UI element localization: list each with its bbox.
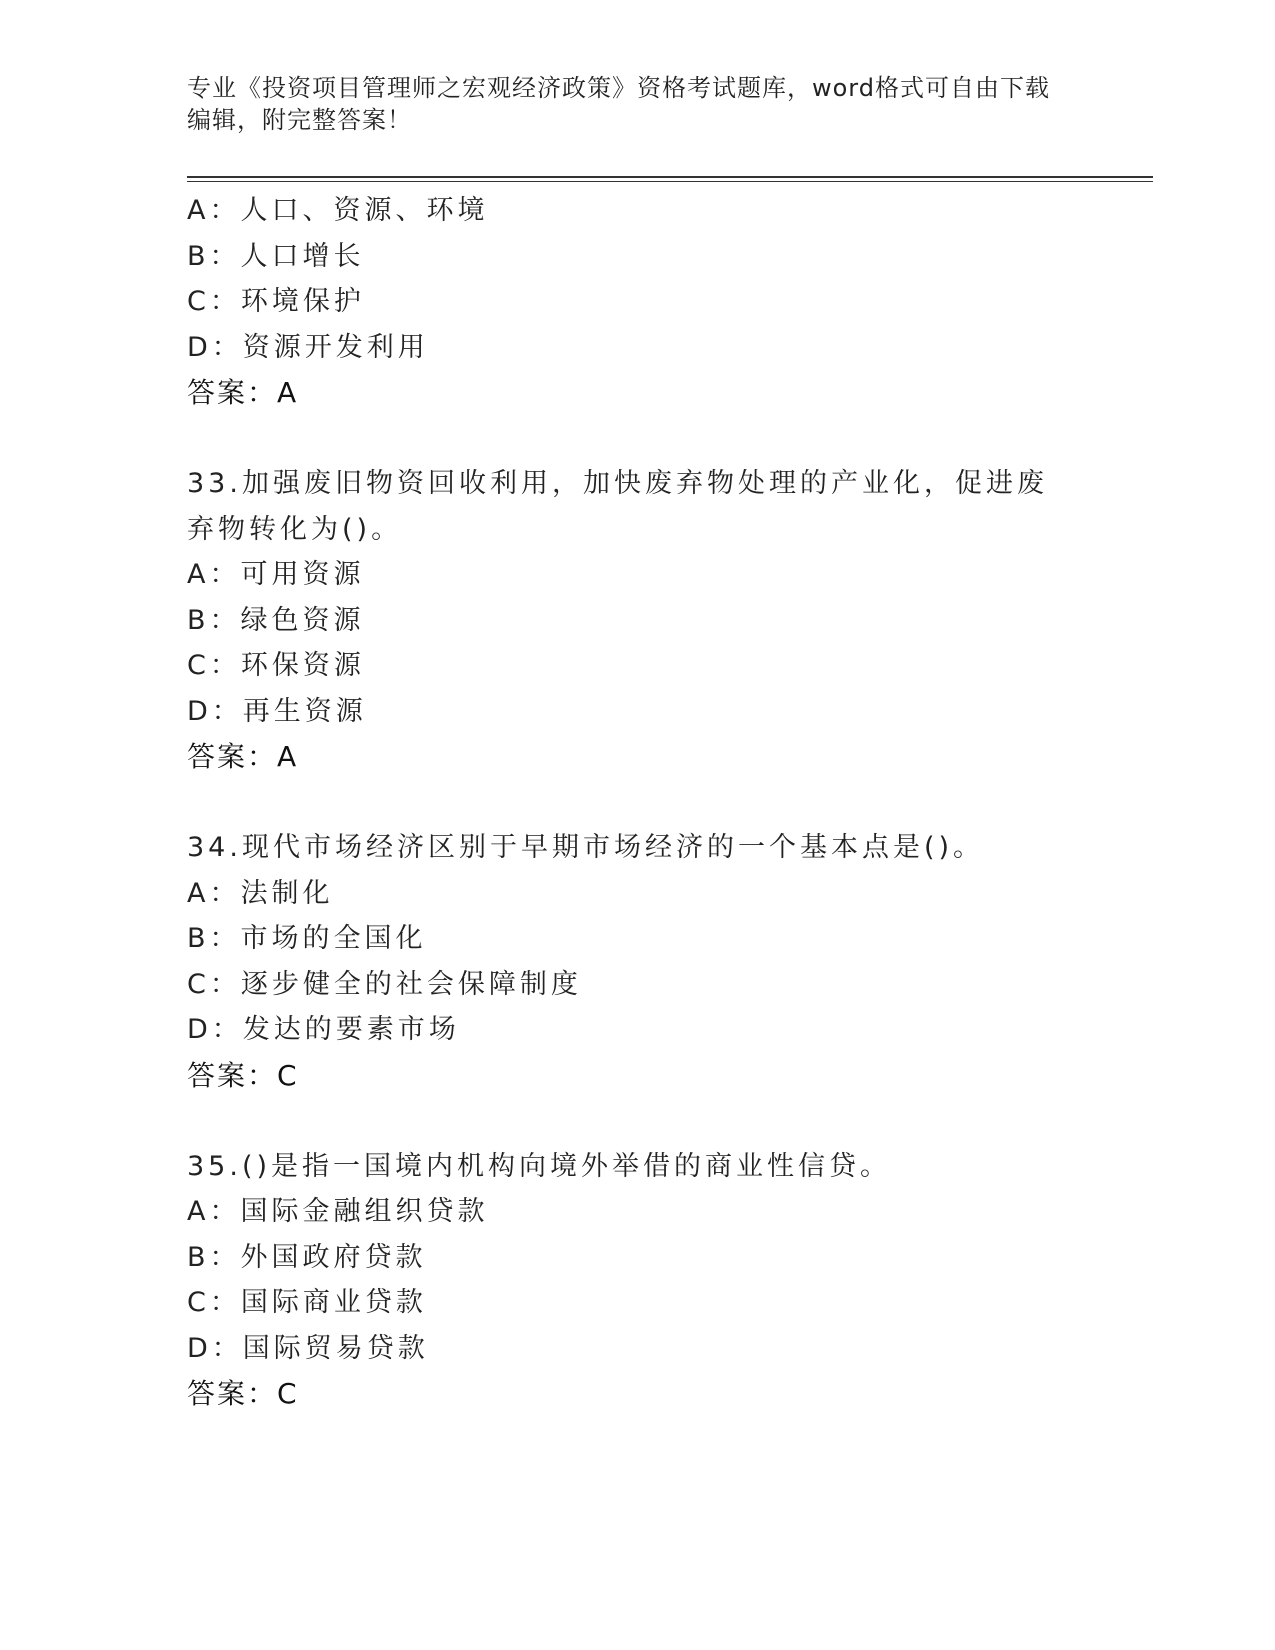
option-d: D：再生资源: [187, 695, 367, 727]
option-b: B：人口增长: [187, 240, 365, 272]
header-divider-thin: [187, 181, 1153, 182]
question-block-34: [187, 825, 1087, 1099]
question-block-32: [187, 188, 1087, 416]
option-c: C：逐步健全的社会保障制度: [187, 968, 582, 1000]
header-divider-thick: [187, 176, 1153, 178]
answer-line: 答案：A: [187, 376, 299, 409]
option-d: D：发达的要素市场: [187, 1014, 460, 1045]
option-a: A：国际金融组织贷款: [187, 1196, 489, 1227]
option-c: C：环境保护: [187, 286, 365, 317]
answer-line: 答案：A: [187, 740, 299, 773]
question-block-33: [187, 461, 1087, 780]
option-a: A：可用资源: [187, 559, 365, 590]
spacer: [187, 1099, 1087, 1144]
spacer: [187, 780, 1087, 825]
answer-line: 答案：C: [187, 1058, 299, 1092]
option-b: B：市场的全国化: [187, 923, 427, 954]
answer-line: 答案：C: [187, 1377, 299, 1410]
option-d: D：国际贸易贷款: [187, 1332, 429, 1364]
option-b: B：外国政府贷款: [187, 1241, 427, 1273]
document-header: 专业《投资项目管理师之宏观经济政策》资格考试题库，word格式可自由下载编辑，附完整答案！: [187, 74, 1050, 134]
question-text: 35.()是指一国境内机构向境外举借的商业性信贷。: [187, 1150, 892, 1182]
option-c: C：国际商业贷款: [187, 1287, 427, 1318]
option-c: C：环保资源: [187, 650, 365, 681]
option-d: D：资源开发利用: [187, 331, 429, 363]
option-b: B：绿色资源: [187, 604, 365, 636]
question-text: 34.现代市场经济区别于早期市场经济的一个基本点是()。: [187, 832, 985, 863]
spacer: [187, 416, 1087, 461]
option-a: A：法制化: [187, 877, 334, 909]
question-text: 33.加强废旧物资回收利用，加快废弃物处理的产业化，促进废弃物转化为()。: [187, 468, 1048, 545]
question-list: [187, 188, 1087, 1417]
question-block-35: [187, 1144, 1087, 1418]
option-a: A：人口、资源、环境: [187, 195, 489, 226]
